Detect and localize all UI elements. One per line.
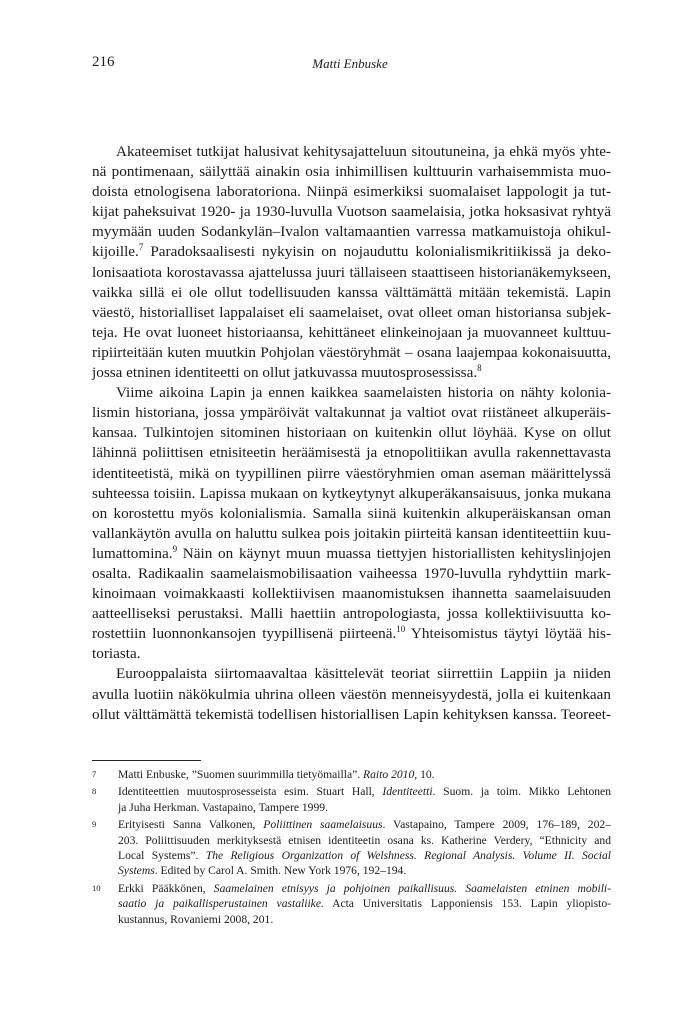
footnotes	[92, 767, 611, 929]
footnote-ref: 10	[396, 624, 406, 635]
body-line: on korostettu myös kolonialismia. Samalla siinä kuitenkin alkuperäiskansan oman	[92, 504, 611, 522]
body-line: osalta. Radikaalin saamelaismobilisaation vaiheessa 1970-luvulla ryhdyttiin mark-	[92, 564, 611, 582]
footnote-number: 7	[92, 769, 97, 779]
running-title: Matti Enbuske	[312, 56, 388, 71]
footnote	[92, 881, 611, 927]
body-line: ollut välttämättä tekemistä todellisen historiallisen Lapin kehityksen kanssa. Teoreet-	[92, 705, 611, 723]
footnote-number: 8	[92, 786, 97, 797]
body-line: kijat paheksuivat 1920- ja 1930-luvulla Vuotson saamelaisia, jotka hoksasivat ryhtyä	[92, 203, 611, 221]
footnote	[92, 817, 611, 879]
footnote-line: saatio ja paikallisperustainen vastaliike. Acta Universitatis Lapponiensis 153. Lapin yliopisto-	[118, 897, 611, 911]
body-line: nä pontimenaan, säilyttää ainakin osia inhimillisen kulttuurin varhaisemmista muo-	[92, 163, 611, 181]
body-line: lonisaatiota korostavassa ajattelussa juuri tällaiseen staattiseen historianäkemykseen,	[92, 263, 611, 281]
footnote-number: 10	[92, 882, 101, 893]
body-line: myymään uuden Sodankylän–Ivalon valtamaantien varressa matkamuistoja ohikul-	[92, 223, 611, 241]
footnote-line: Matti Enbuske, ”Suomen suurimmilla tietyömailla”. Raito 2010, 10.	[118, 768, 435, 781]
body-line: väestö, historialliset lappalaiset eli saamelaiset, ovat olleet oman historiansa subjek-	[92, 303, 611, 321]
footnote-line: 203. Poliittisuuden merkityksestä etnisen identiteetin osana ks. Katherine Verdery, “Ethnicity and	[118, 833, 611, 847]
footnote-separator	[92, 760, 201, 761]
page-number: 216	[92, 54, 115, 70]
body-line: lähinnä poliittisen etnisiteetin heräämisestä ja etnopolitiikan avulla rakennettavasta	[92, 444, 611, 462]
body-line: identiteetistä, mikä on tyypillinen piirre väestöryhmien oman aseman määrittelyssä	[92, 464, 611, 482]
footnote	[92, 767, 611, 782]
footnote-line: Local Systems”. The Religious Organization of Welshness. Regional Analysis. Volume II. Social	[118, 848, 611, 862]
body-line: doista etnologisena laboratoriona. Niinpä esimerkiksi suomalaiset lappologit ja tut-	[92, 183, 611, 201]
footnote-ref: 9	[172, 543, 178, 554]
footnote-line: ja Juha Herkman. Vastapaino, Tampere 1999.	[118, 800, 328, 814]
body-line: lumattomina.$^9$ Näin on käynyt muun muassa tiettyjen historiallisten kehityslinjojen	[92, 543, 611, 562]
footnote-ref: 7	[138, 242, 144, 253]
body-line: jossa etninen identiteetti on ollut jatkuvassa muutosprosessissa.$^8$	[92, 363, 482, 382]
body-line: toriasta.	[92, 645, 141, 663]
footnote-number: 9	[92, 819, 97, 830]
footnote-line: kustannus, Rovaniemi 2008, 201.	[118, 912, 274, 926]
body-line: rostettiin luonnonkansojen tyypillisenä piirteenä.$^{10}$ Yhteisomistus täytyi löytää his-	[92, 624, 611, 643]
body-text	[92, 142, 611, 725]
body-line: aatteelliseksi perustaksi. Malli haettiin antropologiasta, jossa kollektiivisuutta ko-	[92, 605, 611, 623]
body-line: vallankäytön avulla on haluttu sulkea pois joitakin piirteitä kansan identiteettiin kuu-	[92, 524, 611, 542]
body-line: ripiirteitään kuten muutkin Pohjolan väestöryhmät – osana laajempaa kokonaisuutta,	[92, 343, 611, 361]
body-line: teja. He ovat luoneet historiaansa, kehittäneet elinkeinojaan ja muovanneet kulttuu-	[92, 323, 611, 341]
footnote-line: Erityisesti Sanna Valkonen, Poliittinen saamelaisuus. Vastapaino, Tampere 2009, 176–189, 202–	[118, 818, 611, 832]
body-line: vaikka sillä ei ole ollut todellisuuden kanssa välttämättä mitään tekemistä. Lapin	[92, 283, 611, 301]
body-line: kinoimaan voimakkaasti kollektiivisen maanomistuksen ihannetta saamelaisuuden	[92, 585, 611, 603]
footnote-ref: 8	[477, 363, 482, 374]
body-line: Akateemiset tutkijat halusivat kehitysajatteluun sitoutuneina, ja ehkä myös yhte-	[116, 143, 611, 160]
body-line: lismin historiana, jossa ympäröivät valtakunnat ja valtiot ovat riistäneet alkuperäis-	[92, 404, 611, 422]
body-line: Eurooppalaista siirtomaavaltaa käsittelevät teoriat siirrettiin Lappiin ja niiden	[116, 665, 611, 683]
footnote-line: Erkki Pääkkönen, Saamelainen etnisyys ja pohjoinen paikallisuus. Saamelaisten etninen mobili-	[118, 881, 612, 895]
body-line: kansaa. Tulkintojen sitominen historiaan on kuitenkin ollut löyhää. Kyse on ollut	[92, 424, 611, 442]
body-line: suhteessa toisiin. Lapissa mukaan on kytkeytynyt alkuperäkansaisuus, jonka mukana	[92, 484, 611, 502]
footnote-line: Identiteettien muutosprosesseista esim. Stuart Hall, Identiteetti. Suom. ja toim. Mikko Lehtonen	[118, 785, 611, 799]
body-line: kijoille.$^7$ Paradoksaalisesti nykyisin on nojauduttu kolonialismikritiikissä ja deko-	[92, 242, 611, 261]
body-line: avulla luotiin näkökulmia uhrina olleen väestön menneisyydestä, jolla ei kuitenkaan	[92, 685, 611, 703]
body-line: Viime aikoina Lapin ja ennen kaikkea saamelaisten historia on nähty kolonia-	[116, 384, 611, 402]
footnote-line: Systems. Edited by Carol A. Smith. New York 1976, 192–194.	[118, 864, 407, 878]
footnote	[92, 784, 611, 815]
